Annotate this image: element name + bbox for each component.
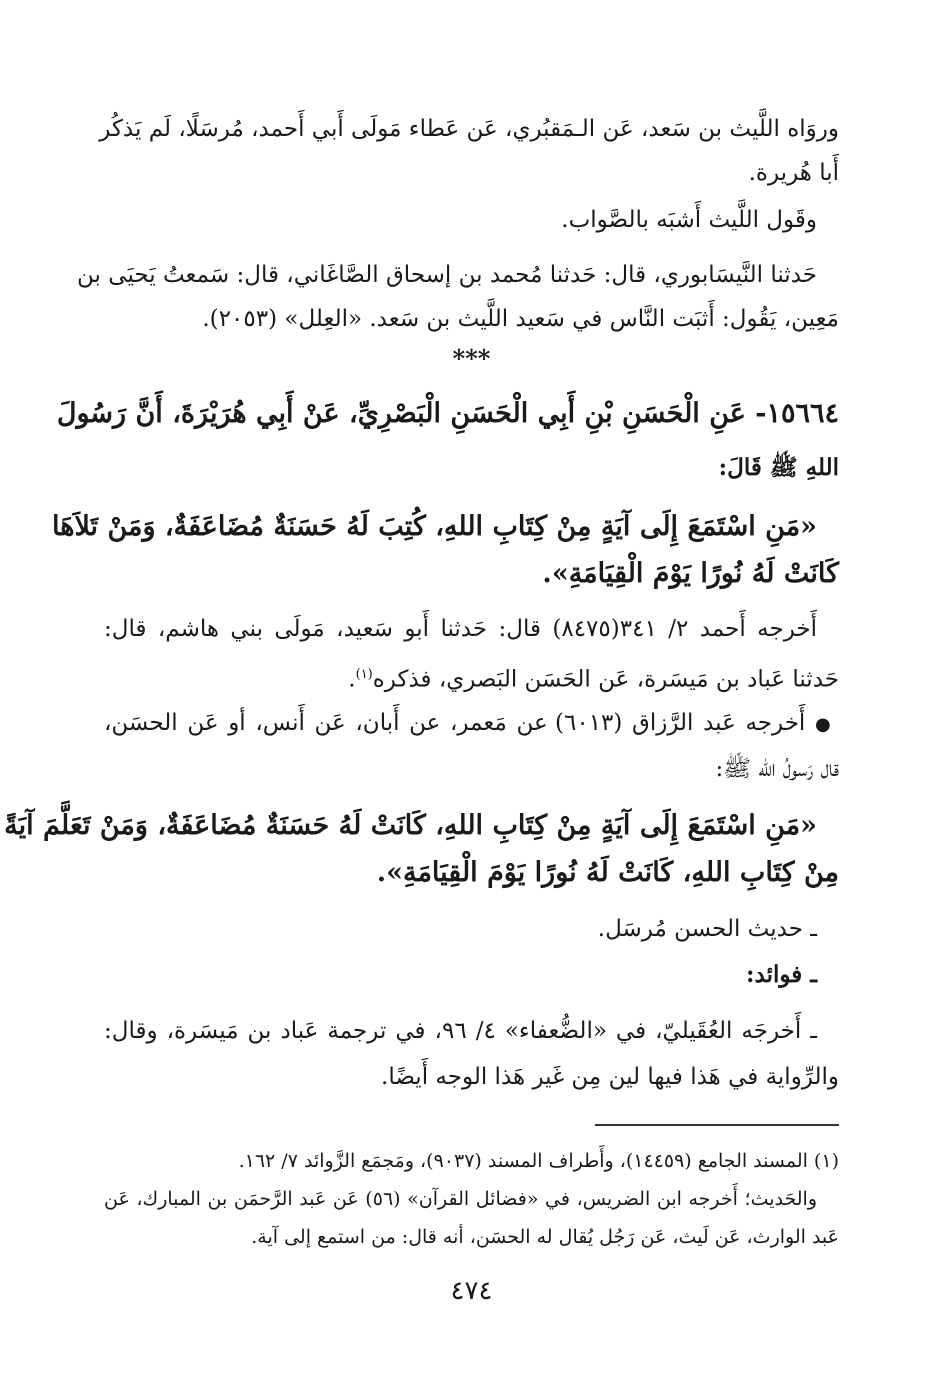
mursal-note: ـ حديث الحسن مُرسَل. [597, 916, 817, 942]
footnote-divider [595, 1124, 839, 1126]
takhrij-2-line-1 [104, 706, 833, 742]
fawaid-heading: ـ فوائد: [746, 961, 817, 988]
hadith-text-1-line-1: «مَنِ اسْتَمَعَ إِلَى آيَةٍ مِنْ كِتَابِ اللهِ، كُتِبَ لَهُ حَسَنَةٌ مُضَاعَفَةٌ، وَمَنْ تَلاَهَا [51, 511, 817, 542]
fawaid-line-1: ـ أَخرجَه العُقَيليّ، في «الضُّعفاء» ٤/ ٩٦، في ترجمة عَباد بن مَيسَرة، وقال: [104, 1018, 818, 1044]
takhrij-1-text: حَدثنا عَباد بن مَيسَرة، عَن الحَسَن البَصري، فذكره [372, 666, 839, 693]
hadith-text-2-line-2: مِنْ كِتَابِ اللهِ، كَانَتْ لَهُ نُورًا يَوْمَ الْقِيَامَةِ». [376, 857, 839, 888]
takhrij-1-line-2 [104, 658, 839, 697]
takhrij-2-line-2: قال رَسولُ الله ﷺ: [715, 756, 839, 782]
takhrij-1-period: . [348, 666, 356, 693]
fawaid-line-2: والرِّواية في هَذا فيها لين مِن غَير هَذا الوجه أَيضًا. [381, 1064, 839, 1090]
footnote-line-2: والحَديث؛ أَخرجه ابن الضريس، في «فضائل القرآن» (٥٦) عَن عَبد الرَّحمَن بن المبارك، عَن [104, 1188, 817, 1210]
footnote-line-1: (١) المسند الجامع (١٤٤٥٩)، وأَطراف المسند (٩٠٣٧)، ومَجمَع الزَّوائد ٧/ ١٦٢. [238, 1150, 839, 1172]
paragraph-1-line-2: أَبا هُريرة. [748, 160, 839, 186]
paragraph-2: وقَول اللَّيث أَشبَه بالصَّواب. [561, 207, 817, 233]
page-number: ٤٧٤ [450, 1276, 493, 1306]
bullet-icon: ● [814, 714, 833, 735]
hadith-header-line-1: ١٥٦٦٤- عَنِ الْحَسَنِ بْنِ أَبِي الْحَسَنِ الْبَصْرِيِّ، عَنْ أَبِي هُرَيْرَةَ، أَنَّ رَسُولَ [56, 398, 839, 429]
hadith-text-2-line-1: «مَنِ اسْتَمَعَ إِلَى آيَةٍ مِنْ كِتَابِ اللهِ، كَانَتْ لَهُ حَسَنَةٌ مُضَاعَفَةٌ، وَمَنْ تَعَلَّمَ آيَةً [4, 810, 817, 841]
hadith-text-1-line-2: كَانَتْ لَهُ نُورًا يَوْمَ الْقِيَامَةِ». [542, 558, 839, 589]
paragraph-3-line-1: حَدثنا النَّيسَابوري، قال: حَدثنا مُحمد بن إسحاق الصَّاغَاني، قال: سَمعتُ يَحيَى بن [77, 262, 817, 288]
section-separator: *** [452, 344, 491, 373]
takhrij-1-line-1: أَخرجه أَحمد ٢/ ٣٤١(٨٤٧٥) قال: حَدثنا أَبو سَعيد، مَولَى بني هاشم، قال: [104, 616, 817, 642]
takhrij-2-text: أَخرجه عَبد الرَّزاق (٦٠١٣) عن مَعمر، عن أَبان، عَن أَنس، أو عَن الحسَن، [104, 710, 806, 736]
paragraph-1-line-1: وروَاه اللَّيث بن سَعد، عَن الـمَقبُري، عَن عَطاء مَولَى أَبي أَحمد، مُرسَلًا، لَم يَذكُر [99, 116, 839, 142]
hadith-header-line-2: اللهِ ﷺ قَالَ: [718, 454, 839, 481]
footnote-line-3: عَبد الوارث، عَن لَيث، عَن رَجُل يُقال له الحسَن، أنه قال: من استمع إلى آية. [251, 1226, 839, 1248]
footnote-marker: (١) [355, 667, 373, 682]
paragraph-3-line-2: مَعِين، يَقُول: أَثبَت النَّاس في سَعيد اللَّيث بن سَعد. «العِلل» (٢٠٥٣). [202, 306, 839, 332]
